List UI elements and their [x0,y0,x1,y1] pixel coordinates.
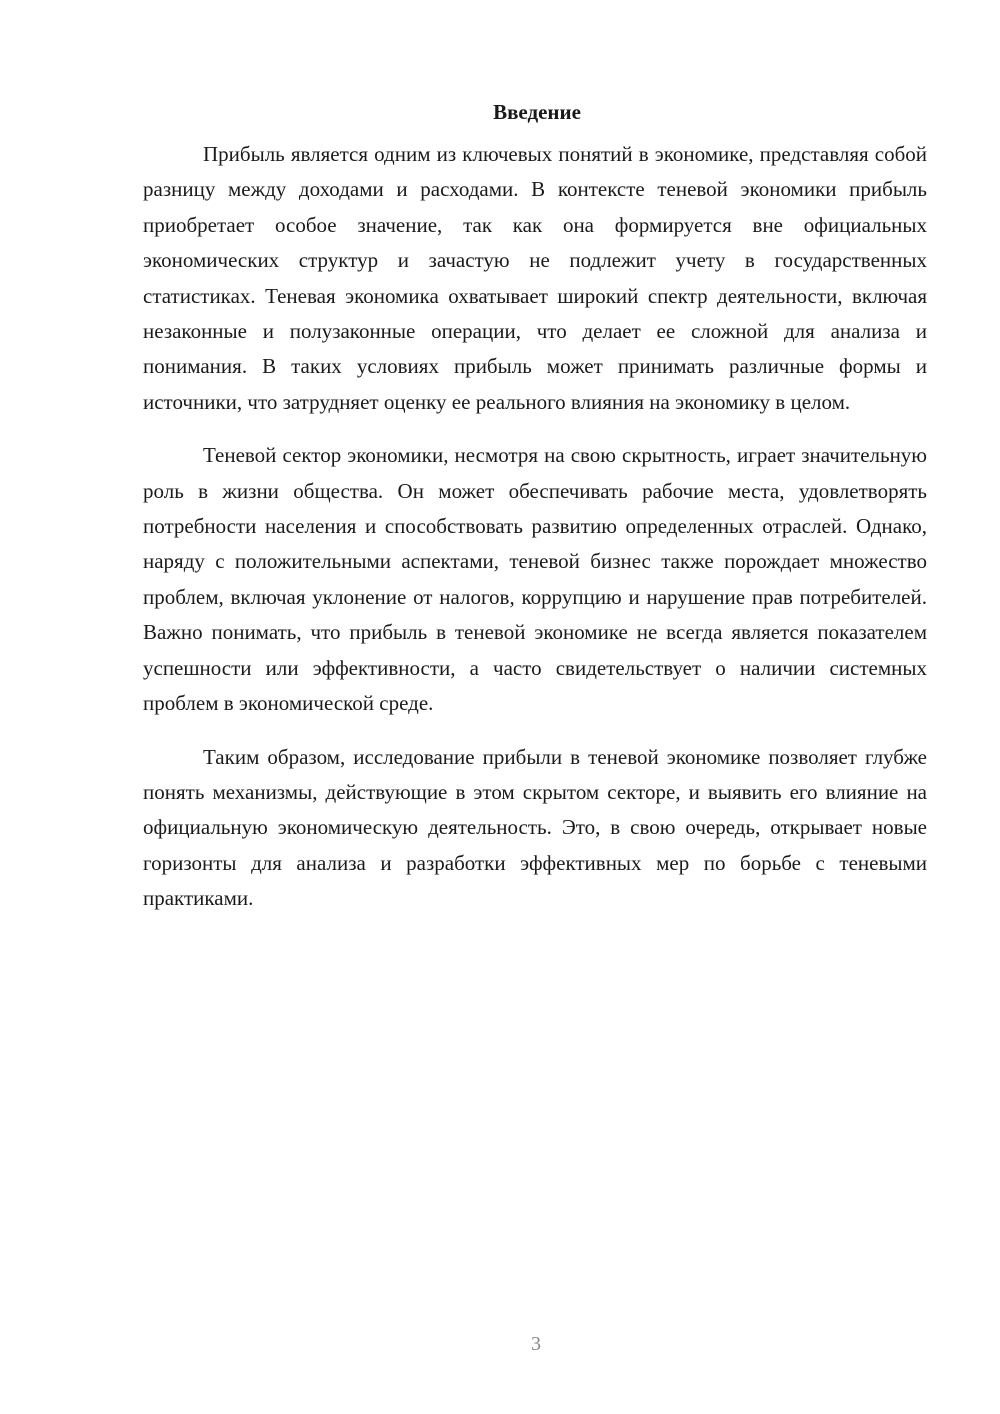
paragraph-2: Теневой сектор экономики, несмотря на свою скрытность, играет значительную роль в жизни общества. Он может обеспечивать рабочие места, удовлетворять потребности населения и способствовать развитию определенных отраслей. Однако, наряду с положительными аспектами, теневой бизнес также порождает множество проблем, включая уклонение от налогов, коррупцию и нарушение прав потребителей. Важно понимать, что прибыль в теневой экономике не всегда является показателем успешности или эффективности, а часто свидетельствует о наличии системных проблем в экономической среде. [143,443,927,716]
page-number: 3 [531,1333,541,1355]
page-content [143,95,927,935]
section-heading: Введение [493,100,581,124]
paragraph-3: Таким образом, исследование прибыли в теневой экономике позволяет глубже понять механизмы, действующие в этом скрытом секторе, и выявить его влияние на официальную экономическую деятельность. Это, в свою очередь, открывает новые горизонты для анализа и разработки эффективных мер по борьбе с теневыми практиками. [143,744,927,911]
paragraph-1: Прибыль является одним из ключевых понятий в экономике, представляя собой разницу между доходами и расходами. В контексте теневой экономики прибыль приобретает особое значение, так как она формируется вне официальных экономических структур и зачастую не подлежит учету в государственных статистиках. Теневая экономика охватывает широкий спектр деятельности, включая незаконные и полузаконные операции, что делает ее сложной для анализа и понимания. В таких условиях прибыль может принимать различные формы и источники, что затрудняет оценку ее реального влияния на экономику в целом. [143,142,927,414]
